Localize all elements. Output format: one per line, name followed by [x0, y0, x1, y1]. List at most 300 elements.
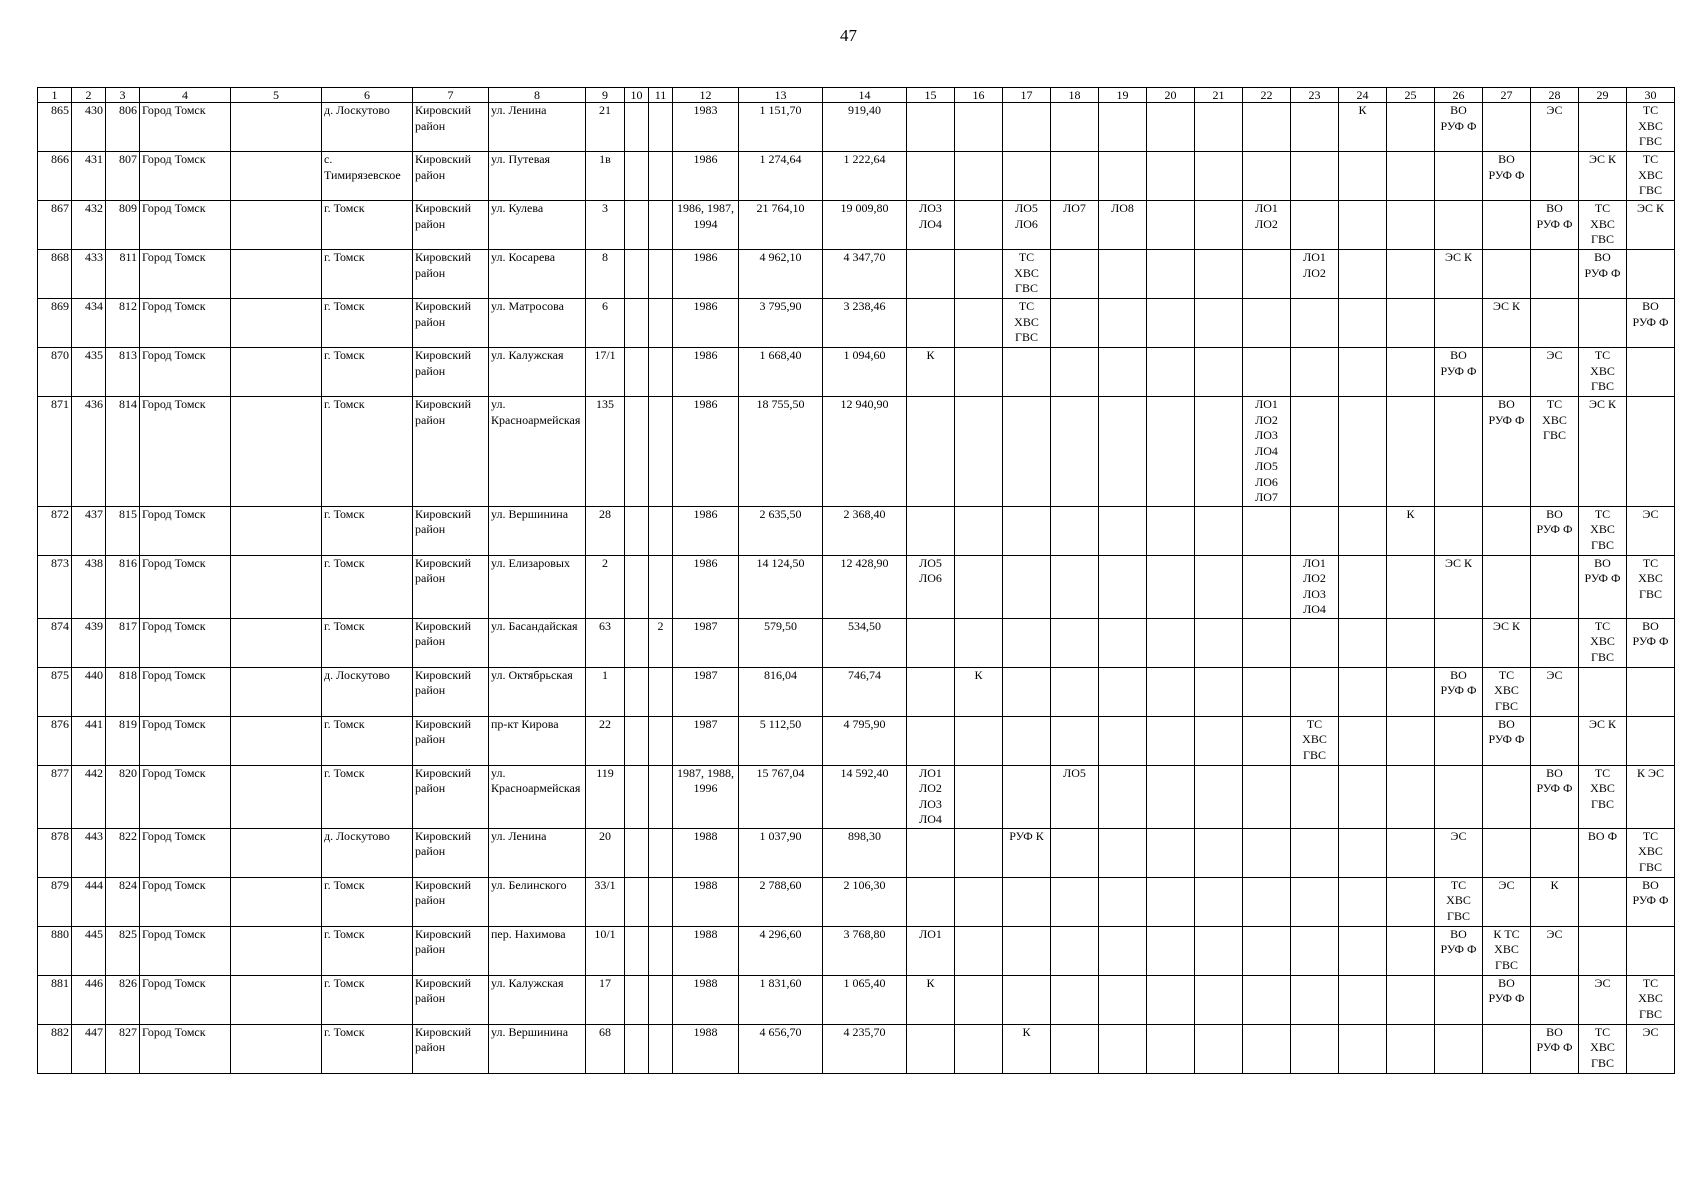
table-cell — [1339, 877, 1387, 926]
table-cell: 4 235,70 — [823, 1024, 907, 1073]
table-cell: г. Томск — [322, 348, 413, 397]
table-cell: ЭС — [1483, 877, 1531, 926]
table-cell — [1483, 250, 1531, 299]
table-cell — [1147, 877, 1195, 926]
table-cell: 3 768,80 — [823, 926, 907, 975]
table-cell — [1579, 667, 1627, 716]
table-cell: ВО РУФ Ф — [1531, 201, 1579, 250]
table-cell — [1099, 975, 1147, 1024]
column-header: 7 — [413, 88, 489, 103]
table-cell — [625, 926, 649, 975]
table-cell: 442 — [72, 765, 106, 828]
table-cell: г. Томск — [322, 926, 413, 975]
table-cell: 824 — [106, 877, 140, 926]
table-cell — [625, 765, 649, 828]
table-cell: 872 — [38, 506, 72, 555]
table-cell: ул. Басандайская — [489, 618, 586, 667]
table-cell — [649, 299, 673, 348]
table-cell: 813 — [106, 348, 140, 397]
column-header: 24 — [1339, 88, 1387, 103]
table-cell: 2 — [649, 618, 673, 667]
table-cell: ЛО5 ЛО6 — [1003, 201, 1051, 250]
table-cell — [649, 716, 673, 765]
table-cell: ТС ХВС ГВС — [1483, 667, 1531, 716]
table-cell — [1435, 201, 1483, 250]
table-cell — [231, 506, 322, 555]
table-cell — [1291, 201, 1339, 250]
table-cell: 1986 — [673, 250, 739, 299]
table-cell — [1051, 397, 1099, 507]
table-cell: 1 831,60 — [739, 975, 823, 1024]
table-cell — [1147, 555, 1195, 618]
table-row — [38, 250, 1675, 299]
table-cell — [1435, 765, 1483, 828]
table-cell: 866 — [38, 152, 72, 201]
table-cell: 443 — [72, 828, 106, 877]
table-cell: ТС ХВС ГВС — [1579, 765, 1627, 828]
table-cell: ВО РУФ Ф — [1435, 103, 1483, 152]
table-cell — [1339, 975, 1387, 1024]
table-cell: ЭС К — [1483, 299, 1531, 348]
table-cell — [1291, 618, 1339, 667]
table-cell: ВО РУФ Ф — [1531, 765, 1579, 828]
table-cell: 1 — [586, 667, 625, 716]
table-cell: ЛО3 ЛО4 — [907, 201, 955, 250]
table-cell: 534,50 — [823, 618, 907, 667]
column-header: 23 — [1291, 88, 1339, 103]
table-cell: 4 347,70 — [823, 250, 907, 299]
table-cell — [1147, 667, 1195, 716]
table-cell: 1в — [586, 152, 625, 201]
table-cell — [231, 397, 322, 507]
table-cell — [1387, 877, 1435, 926]
table-cell — [1195, 975, 1243, 1024]
table-cell: д. Лоскутово — [322, 828, 413, 877]
table-cell: Кировский район — [413, 555, 489, 618]
table-cell: 807 — [106, 152, 140, 201]
table-cell: ВО Ф — [1579, 828, 1627, 877]
table-cell — [1291, 397, 1339, 507]
table-cell: 822 — [106, 828, 140, 877]
table-cell — [625, 618, 649, 667]
column-header: 28 — [1531, 88, 1579, 103]
table-cell: ВО РУФ Ф — [1483, 975, 1531, 1024]
table-cell: 440 — [72, 667, 106, 716]
table-cell — [1339, 201, 1387, 250]
table-cell: 874 — [38, 618, 72, 667]
table-cell: 2 — [586, 555, 625, 618]
table-cell — [231, 667, 322, 716]
table-cell: 877 — [38, 765, 72, 828]
table-cell — [1099, 765, 1147, 828]
table-cell — [649, 506, 673, 555]
table-cell — [1627, 716, 1675, 765]
table-cell: ЭС К — [1435, 250, 1483, 299]
table-cell — [231, 877, 322, 926]
table-cell: ЭС — [1627, 1024, 1675, 1073]
table-cell — [907, 250, 955, 299]
table-cell: ул. Косарева — [489, 250, 586, 299]
table-cell — [1099, 506, 1147, 555]
table-cell — [1003, 618, 1051, 667]
table-cell — [1243, 506, 1291, 555]
table-cell: 1 668,40 — [739, 348, 823, 397]
table-cell: ТС ХВС ГВС — [1291, 716, 1339, 765]
table-cell — [1483, 201, 1531, 250]
table-cell: 819 — [106, 716, 140, 765]
column-header: 29 — [1579, 88, 1627, 103]
table-cell — [1243, 152, 1291, 201]
table-cell: Кировский район — [413, 765, 489, 828]
table-cell — [1339, 618, 1387, 667]
table-cell — [1051, 506, 1099, 555]
table-cell: ЛО8 — [1099, 201, 1147, 250]
table-cell — [1147, 103, 1195, 152]
table-cell: г. Томск — [322, 618, 413, 667]
table-cell — [1051, 877, 1099, 926]
table-cell — [1243, 765, 1291, 828]
table-cell: ЭС — [1531, 667, 1579, 716]
table-cell — [1387, 201, 1435, 250]
table-cell: ТС ХВС ГВС — [1531, 397, 1579, 507]
table-cell: г. Томск — [322, 397, 413, 507]
table-cell: Город Томск — [140, 348, 231, 397]
table-cell — [1435, 299, 1483, 348]
table-row — [38, 348, 1675, 397]
table-cell: ТС ХВС ГВС — [1579, 1024, 1627, 1073]
table-cell: 5 112,50 — [739, 716, 823, 765]
table-cell: 447 — [72, 1024, 106, 1073]
table-cell — [1003, 397, 1051, 507]
table-cell: 1988 — [673, 828, 739, 877]
column-header: 2 — [72, 88, 106, 103]
table-cell: 1 037,90 — [739, 828, 823, 877]
table-cell — [1579, 299, 1627, 348]
table-cell — [1291, 299, 1339, 348]
table-cell: ЛО1 — [907, 926, 955, 975]
table-cell — [1243, 877, 1291, 926]
table-cell: Кировский район — [413, 201, 489, 250]
table-cell — [1051, 975, 1099, 1024]
table-cell: ЭС — [1531, 348, 1579, 397]
table-cell: ЭС — [1627, 506, 1675, 555]
table-cell: 826 — [106, 975, 140, 1024]
table-cell — [625, 152, 649, 201]
table-cell: 1986 — [673, 348, 739, 397]
table-cell: ул. Кулева — [489, 201, 586, 250]
table-cell: ВО РУФ Ф — [1435, 667, 1483, 716]
table-cell: К — [955, 667, 1003, 716]
table-cell: ЛО7 — [1051, 201, 1099, 250]
table-cell — [649, 250, 673, 299]
table-cell — [1387, 348, 1435, 397]
column-header: 21 — [1195, 88, 1243, 103]
table-cell — [1003, 765, 1051, 828]
table-cell — [1147, 926, 1195, 975]
table-cell — [955, 926, 1003, 975]
table-cell: 22 — [586, 716, 625, 765]
table-cell — [231, 201, 322, 250]
table-cell: 1986 — [673, 152, 739, 201]
table-cell: 439 — [72, 618, 106, 667]
table-cell — [1147, 299, 1195, 348]
table-cell: К — [907, 975, 955, 1024]
table-cell — [1435, 506, 1483, 555]
table-cell: 432 — [72, 201, 106, 250]
table-cell: ВО РУФ Ф — [1483, 397, 1531, 507]
table-cell: Кировский район — [413, 103, 489, 152]
table-cell: 825 — [106, 926, 140, 975]
table-cell — [231, 1024, 322, 1073]
table-cell — [907, 618, 955, 667]
table-cell: 444 — [72, 877, 106, 926]
table-row — [38, 716, 1675, 765]
table-cell — [625, 506, 649, 555]
table-cell: ТС ХВС ГВС — [1627, 152, 1675, 201]
table-cell: 865 — [38, 103, 72, 152]
table-cell — [955, 506, 1003, 555]
table-cell: д. Лоскутово — [322, 667, 413, 716]
table-cell — [1147, 975, 1195, 1024]
column-header: 12 — [673, 88, 739, 103]
table-cell — [649, 926, 673, 975]
column-header: 13 — [739, 88, 823, 103]
table-cell: пр-кт Кирова — [489, 716, 586, 765]
table-cell: 579,50 — [739, 618, 823, 667]
table-cell: ТС ХВС ГВС — [1579, 506, 1627, 555]
table-cell — [907, 299, 955, 348]
table-cell: ЛО1 ЛО2 ЛО3 ЛО4 — [907, 765, 955, 828]
table-cell: ЛО5 — [1051, 765, 1099, 828]
table-cell — [625, 1024, 649, 1073]
table-cell — [1531, 555, 1579, 618]
table-cell: Город Томск — [140, 1024, 231, 1073]
table-cell — [625, 555, 649, 618]
column-header: 9 — [586, 88, 625, 103]
table-cell — [231, 975, 322, 1024]
table-cell — [1243, 250, 1291, 299]
table-cell: 4 296,60 — [739, 926, 823, 975]
table-cell — [1531, 975, 1579, 1024]
table-cell: ул. Вершинина — [489, 506, 586, 555]
table-cell: 20 — [586, 828, 625, 877]
table-cell: ул. Вершинина — [489, 1024, 586, 1073]
table-cell — [1195, 201, 1243, 250]
column-header: 30 — [1627, 88, 1675, 103]
table-cell: 1988 — [673, 926, 739, 975]
table-cell: Кировский район — [413, 299, 489, 348]
table-cell — [625, 397, 649, 507]
table-cell — [1531, 716, 1579, 765]
table-cell — [1243, 667, 1291, 716]
table-cell: 1983 — [673, 103, 739, 152]
table-cell — [1387, 1024, 1435, 1073]
table-cell: ТС ХВС ГВС — [1627, 975, 1675, 1024]
table-cell — [1195, 765, 1243, 828]
table-cell: Город Томск — [140, 926, 231, 975]
table-cell: 445 — [72, 926, 106, 975]
table-cell: Кировский район — [413, 397, 489, 507]
table-cell — [1627, 926, 1675, 975]
table-cell — [1003, 975, 1051, 1024]
table-cell — [1003, 152, 1051, 201]
table-cell — [1051, 103, 1099, 152]
table-cell: 881 — [38, 975, 72, 1024]
table-cell — [907, 667, 955, 716]
table-cell: Кировский район — [413, 828, 489, 877]
column-header: 6 — [322, 88, 413, 103]
table-cell: д. Лоскутово — [322, 103, 413, 152]
table-cell — [625, 716, 649, 765]
table-cell — [1243, 299, 1291, 348]
table-cell: 882 — [38, 1024, 72, 1073]
table-cell — [625, 103, 649, 152]
table-cell — [1003, 103, 1051, 152]
table-cell — [231, 152, 322, 201]
table-cell: К — [1339, 103, 1387, 152]
column-header: 5 — [231, 88, 322, 103]
table-cell: Город Томск — [140, 555, 231, 618]
table-cell — [955, 299, 1003, 348]
table-cell: 10/1 — [586, 926, 625, 975]
table-cell: 63 — [586, 618, 625, 667]
table-cell — [907, 506, 955, 555]
table-cell: РУФ К — [1003, 828, 1051, 877]
table-cell — [231, 828, 322, 877]
table-cell: 28 — [586, 506, 625, 555]
table-cell: 17 — [586, 975, 625, 1024]
table-cell: 1987 — [673, 618, 739, 667]
table-cell — [1339, 506, 1387, 555]
table-cell — [1099, 397, 1147, 507]
column-header: 26 — [1435, 88, 1483, 103]
table-cell — [1483, 828, 1531, 877]
table-cell: 2 106,30 — [823, 877, 907, 926]
table-cell — [955, 103, 1003, 152]
table-cell: ВО РУФ Ф — [1579, 555, 1627, 618]
table-cell: 8 — [586, 250, 625, 299]
table-cell — [1435, 397, 1483, 507]
table-cell — [1291, 1024, 1339, 1073]
table-cell: Кировский район — [413, 716, 489, 765]
table-cell — [1003, 667, 1051, 716]
table-cell: 879 — [38, 877, 72, 926]
table-cell — [1147, 828, 1195, 877]
column-header: 22 — [1243, 88, 1291, 103]
table-cell — [1003, 348, 1051, 397]
table-row — [38, 926, 1675, 975]
table-cell: пер. Нахимова — [489, 926, 586, 975]
table-cell — [649, 1024, 673, 1073]
table-cell — [1387, 397, 1435, 507]
table-row — [38, 506, 1675, 555]
table-cell: 15 767,04 — [739, 765, 823, 828]
table-cell: 4 656,70 — [739, 1024, 823, 1073]
table-cell: Город Томск — [140, 506, 231, 555]
table-cell — [649, 667, 673, 716]
table-cell: ул. Ленина — [489, 103, 586, 152]
table-cell — [1243, 618, 1291, 667]
table-cell: ЛО1 ЛО2 ЛО3 ЛО4 ЛО5 ЛО6 ЛО7 — [1243, 397, 1291, 507]
table-cell: 869 — [38, 299, 72, 348]
table-cell: ВО РУФ Ф — [1483, 716, 1531, 765]
table-cell: 433 — [72, 250, 106, 299]
table-cell: Город Томск — [140, 618, 231, 667]
table-cell: ул. Ленина — [489, 828, 586, 877]
table-cell — [1051, 1024, 1099, 1073]
column-header: 25 — [1387, 88, 1435, 103]
table-cell: 1 274,64 — [739, 152, 823, 201]
table-cell: ВО РУФ Ф — [1627, 299, 1675, 348]
table-cell: 33/1 — [586, 877, 625, 926]
column-header: 20 — [1147, 88, 1195, 103]
table-cell — [649, 975, 673, 1024]
table-cell — [649, 877, 673, 926]
table-cell: ТС ХВС ГВС — [1003, 250, 1051, 299]
table-cell: ул. Красноармейская — [489, 765, 586, 828]
table-cell: 1 222,64 — [823, 152, 907, 201]
table-cell — [625, 201, 649, 250]
table-cell: г. Томск — [322, 250, 413, 299]
table-cell — [231, 926, 322, 975]
table-cell — [649, 152, 673, 201]
table-cell — [1099, 926, 1147, 975]
table-cell: 441 — [72, 716, 106, 765]
table-cell: ВО РУФ Ф — [1531, 1024, 1579, 1073]
table-cell: 2 788,60 — [739, 877, 823, 926]
table-cell — [1051, 250, 1099, 299]
table-cell — [1387, 152, 1435, 201]
table-cell: 812 — [106, 299, 140, 348]
table-row — [38, 201, 1675, 250]
table-cell: 3 238,46 — [823, 299, 907, 348]
table-cell — [1003, 877, 1051, 926]
table-cell: 12 428,90 — [823, 555, 907, 618]
table-cell — [955, 152, 1003, 201]
table-cell — [1291, 828, 1339, 877]
table-cell: К — [1387, 506, 1435, 555]
table-cell: 878 — [38, 828, 72, 877]
table-cell — [1195, 1024, 1243, 1073]
table-cell: 431 — [72, 152, 106, 201]
table-cell: ТС ХВС ГВС — [1579, 201, 1627, 250]
column-header: 16 — [955, 88, 1003, 103]
table-cell: ЭС — [1435, 828, 1483, 877]
table-cell — [1291, 152, 1339, 201]
table-cell — [1147, 618, 1195, 667]
table-row — [38, 1024, 1675, 1073]
table-cell — [1531, 299, 1579, 348]
table-row — [38, 828, 1675, 877]
table-cell: 1 065,40 — [823, 975, 907, 1024]
table-cell: 876 — [38, 716, 72, 765]
table-cell — [1051, 667, 1099, 716]
table-cell — [625, 250, 649, 299]
table-cell: ВО РУФ Ф — [1435, 926, 1483, 975]
table-cell — [907, 1024, 955, 1073]
table-cell: 1988 — [673, 1024, 739, 1073]
table-cell: ВО РУФ Ф — [1579, 250, 1627, 299]
table-cell — [1339, 716, 1387, 765]
column-header: 4 — [140, 88, 231, 103]
table-cell — [649, 103, 673, 152]
table-cell — [1435, 618, 1483, 667]
table-cell: 3 — [586, 201, 625, 250]
table-cell — [625, 828, 649, 877]
table-cell — [907, 877, 955, 926]
table-cell — [1147, 716, 1195, 765]
table-cell: ЛО1 ЛО2 — [1291, 250, 1339, 299]
